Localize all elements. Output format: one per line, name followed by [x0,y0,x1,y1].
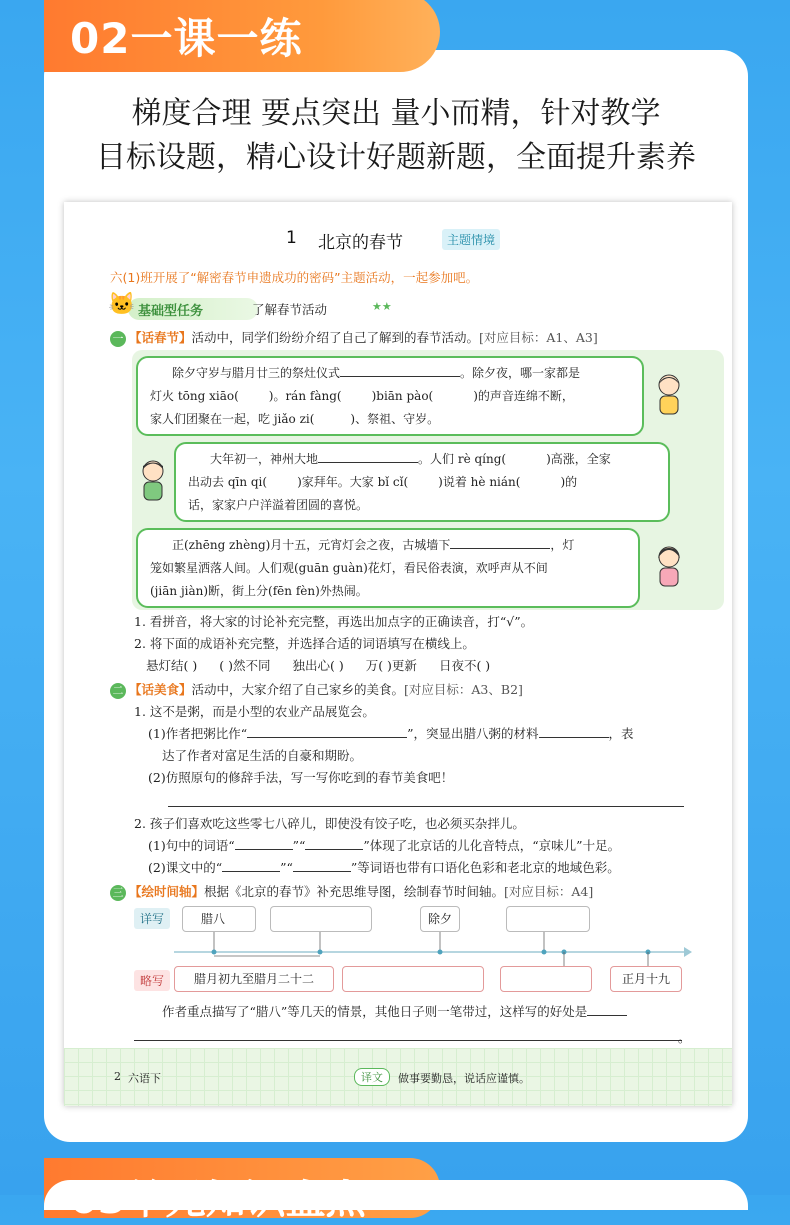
section-2-num: 二 [110,683,126,699]
workbook-page [64,202,732,1106]
b3-l1a: 正(zhēng zhèng)月十五，元宵灯会之夜，古城墙下 [172,538,451,552]
s2-q2a-part1: (1)句中的词语“ [148,838,235,853]
blank[interactable] [235,837,293,850]
timeline-bottom-box-4[interactable]: 正月十九 [610,966,682,992]
blank[interactable] [318,450,418,463]
blank[interactable] [293,859,351,872]
s2-q1a-cont: 达了作者对富足生活的自豪和期盼。 [162,748,363,763]
detail-label: 详写 [134,908,170,929]
idiom-5[interactable]: 日夜不( ) [438,658,491,673]
timeline-top-box-2[interactable] [270,906,372,932]
cat-mascot-icon: 🐱 [108,292,136,317]
s2-q2a [148,836,620,854]
timeline-top-box-1[interactable]: 腊八 [182,906,256,932]
motto: 做事要勤恳，说话应谨慎。 [398,1072,530,1085]
b1-l2c: )biān pào( [371,389,434,403]
next-section-title: 03单元知识盘点 [70,1177,366,1223]
blank[interactable] [247,725,407,738]
intro-text: 六(1)班开展了“解密春节申遗成功的密码”主题活动，一起参加吧。 [110,270,479,285]
s2-q1a-part2: ”，突显出腊八粥的材料 [407,726,539,741]
s2-q2b-part1: (2)课文中的“ [148,860,223,875]
b2-l2a: 出动去 qīn qi( [188,475,268,489]
b1-l1a: 除夕守岁与腊月廿三的祭灶仪式 [172,366,341,380]
blank[interactable] [587,1003,627,1016]
b2-l2b: )家拜年。大家 bǐ cǐ( [297,475,409,489]
blank[interactable] [305,837,363,850]
section-3-num: 三 [110,885,126,901]
section-3-heading [110,882,593,901]
timeline-top-box-3[interactable]: 除夕 [420,906,460,932]
s2-q1a [148,724,634,742]
girl-avatar-icon [652,372,686,419]
dialog-bubble-2 [174,442,670,522]
dialog-bubble-1 [136,356,644,436]
task-label: 基础型任务 [138,304,204,319]
dialog-bubble-3 [136,528,640,608]
blank[interactable] [340,364,460,377]
section-1-num: 一 [110,331,126,347]
girl2-avatar-icon [652,544,686,591]
lesson-title: 北京的春节 [318,233,403,253]
task-name: 了解春节活动 [252,302,328,317]
tagline-line2: 目标设题，精心设计好题新题，全面提升素养 [96,140,696,175]
b2-l2c: )说着 hè nián( [438,475,521,489]
task-stars: ★★ [372,300,392,313]
s2-q2b-part3: ”等词语也带有口语化色彩和老北京的地域色彩。 [350,860,620,875]
timeline-bottom-box-1[interactable]: 腊月初九至腊月二十二 [174,966,334,992]
conclusion-label: 作者重点描写了“腊八”等几天的情景，其他日子则一笔带过，这样写的好处是 [162,1004,588,1019]
boy-avatar-icon [136,458,170,505]
s2-question-2: 2. 孩子们喜欢吃这些零七八碎儿，即使没有饺子吃，也必须买杂拌儿。 [134,816,525,831]
timeline-bottom-box-3[interactable] [500,966,592,992]
b1-l2b: )。rán fàng( [268,389,342,403]
section-1-tag: 【话春节】 [129,330,192,345]
s2-q1b: (2)仿照原句的修辞手法，写一写你吃到的春节美食吧！ [148,770,454,785]
question-1: 1. 看拼音，将大家的讨论补充完整，再选出加点字的正确读音，打“√”。 [134,614,534,629]
section-2-tag: 【话美食】 [129,682,192,697]
b3-l1b: ，灯 [550,538,575,552]
timeline-top-box-4[interactable] [506,906,590,932]
section-3-tag: 【绘时间轴】 [129,884,205,899]
b2-l2d: )的 [560,475,578,489]
brief-label: 略写 [134,970,170,991]
section-3-text: 根据《北京的春节》补充思维导图，绘制春节时间轴。 [204,884,505,899]
translation-chip: 译文 [354,1068,390,1086]
b1-l3b: )、祭祖、守岁。 [350,412,440,426]
section-1-target: [对应目标：A1、A3] [479,330,598,345]
b1-l2d: )的声音连绵不断， [473,389,574,403]
blank[interactable] [222,859,280,872]
s2-q2a-part2: ”“ [292,838,306,853]
idiom-4[interactable]: 万( )更新 [365,658,417,673]
idiom-2[interactable]: ( )然不同 [219,658,271,673]
conclusion-text [162,1002,627,1020]
b2-l1c: )高涨，全家 [546,452,611,466]
section-1-heading [110,328,598,347]
s2-q1a-part3: ，表 [608,726,634,741]
section-2-target: [对应目标：A3、B2] [404,682,523,697]
blank[interactable] [539,725,609,738]
period-mark: 。 [678,1030,691,1045]
timeline-bottom-box-2[interactable] [342,966,484,992]
b2-l1a: 大年初一，神州大地 [210,452,319,466]
b2-l1b: 。人们 rè qíng( [418,452,507,466]
idiom-row [146,656,490,674]
question-2: 2. 将下面的成语补充完整，并选择合适的词语填写在横线上。 [134,636,475,651]
b1-l2a: 灯火 tōng xiāo( [150,389,239,403]
b1-l1b: 。除夕夜，哪一家都是 [460,366,581,380]
section-title: 02一课一练 [70,14,303,63]
section-3-target: [对应目标：A4] [504,884,594,899]
s2-q2b [148,858,620,876]
b3-l3: (jiān jiàn)断，街上分(fēn fèn)外热闹。 [150,584,368,598]
lesson-number: 1 [286,228,297,248]
idiom-1[interactable]: 悬灯结( ) [146,658,198,673]
s2-q2b-part2: ”“ [280,860,293,875]
answer-line[interactable] [168,806,684,807]
section-2-text: 活动中，大家介绍了自己家乡的美食。 [191,682,405,697]
b1-l3a: 家人们团聚在一起，吃 jiǎo zi( [150,412,315,426]
s2-question-1: 1. 这不是粥，而是小型的农业产品展览会。 [134,704,375,719]
blank[interactable] [450,536,550,549]
s2-q1a-part1: (1)作者把粥比作“ [148,726,248,741]
section-2-heading [110,680,523,699]
book-name: 六语下 [128,1072,161,1085]
page-number: 2 [114,1070,121,1083]
b2-l3: 话，家家户户洋溢着团圆的喜悦。 [188,498,369,512]
tagline-line1: 梯度合理 要点突出 量小而精，针对教学 [131,96,661,131]
s2-q2a-part3: ”体现了北京话的儿化音特点，“京味儿”十足。 [363,838,621,853]
b3-l2: 笼如繁星洒落人间。人们观(guān guàn)花灯，看民俗表演，欢呼声从不间 [150,561,548,575]
lesson-chip: 主题情境 [442,229,500,250]
answer-line-2[interactable] [134,1040,682,1041]
idiom-3[interactable]: 独出心( ) [292,658,344,673]
section-1-text: 活动中，同学们纷纷介绍了自己了解到的春节活动。 [191,330,480,345]
